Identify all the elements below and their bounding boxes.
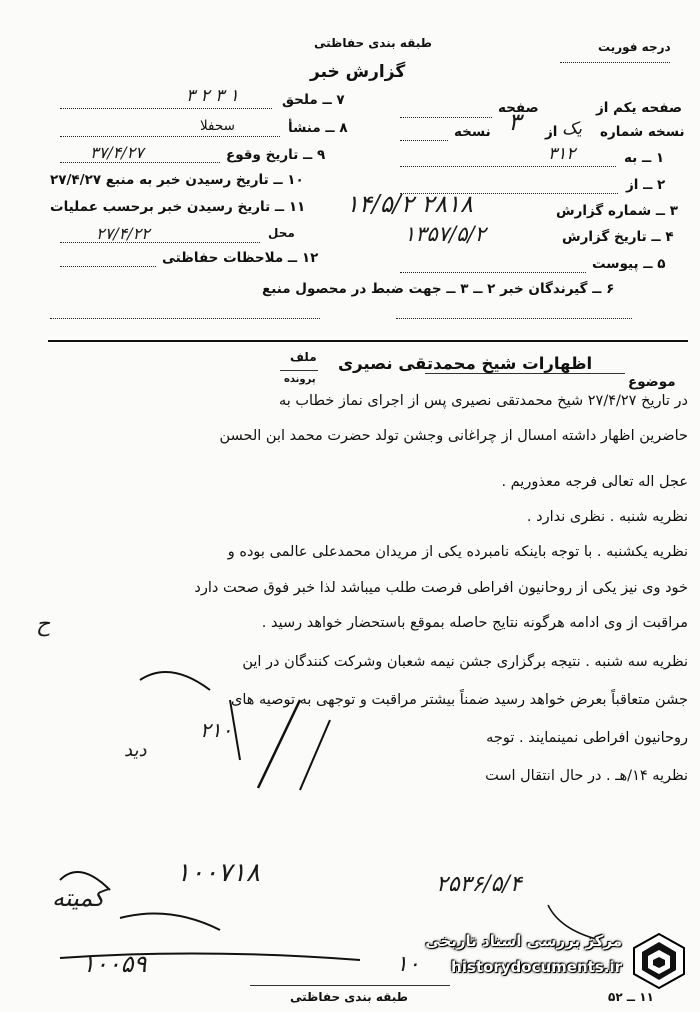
field-6-label: ۶ ــ گیرندگان خبر ۲ ــ ۳ ــ جهت ضبط در محصول منبع (262, 281, 615, 297)
body-line-4: نظریه شنبه . نظری ندارد . (526, 509, 688, 525)
field-12-label: ۱۲ ــ ملاحظات حفاظتی (162, 250, 319, 266)
field-7-label: ۷ ــ ملحق (282, 92, 345, 108)
subject-underline (425, 373, 625, 374)
place-value: ۲۷/۴/۲۲ (96, 224, 150, 243)
handwritten-bottom-code: ۱۰۰۷۱۸ (176, 858, 260, 888)
body-line-11: نظریه ۱۴/هـ . در حال انتقال است (485, 768, 688, 784)
body-line-8: نظریه سه شنبه . نتیجه برگزاری جشن نیمه شعبان وشرکت کنندگان در این (242, 654, 688, 670)
report-title: گزارش خبر (310, 62, 406, 82)
body-line-1: در تاریخ ۲۷/۴/۲۷ شیخ محمدتقی نصیری پس از اجرای نماز خطاب به (278, 393, 688, 409)
section-rule (48, 340, 688, 342)
field-1-label: ۱ ــ به (624, 150, 665, 166)
body-line-5: نظریه یکشنبه . با توجه باینکه نامبرده یکی از مریدان محمدعلی عالمی بوده و (227, 544, 688, 560)
field-2-label: ۲ ــ از (626, 177, 666, 193)
footer-rule (250, 985, 450, 986)
copy-from: از (545, 124, 558, 140)
subject-label: موضوع (628, 374, 676, 390)
field-9-label: ۹ ــ تاریخ وقوع (226, 147, 326, 163)
field-4-label: ۴ ــ تاریخ گزارش (562, 229, 674, 245)
copy-dots (400, 140, 448, 141)
field-8-value: سحفلا (200, 118, 235, 134)
priority-label: درجه فوریت (598, 40, 671, 54)
field-1-value: ۳۱۲ (548, 144, 576, 164)
field-9-dots (60, 162, 220, 163)
body-line-10: روحانیون افراطی نمینمایند . توجه (486, 730, 688, 746)
field-7-dots (60, 108, 272, 109)
handwritten-margin-mark: ح (36, 612, 51, 637)
handwritten-bottom-left-number: ۱۰۰۵۹ (82, 950, 147, 978)
priority-dots (560, 62, 670, 63)
page-suffix: صفحه (498, 100, 539, 116)
copy-label: نسخه شماره (600, 124, 685, 140)
place-dots (60, 242, 260, 243)
subject-margin-note-1: ملف (290, 350, 317, 364)
body-line-2: حاضرین اظهار داشته امسال از چراغانی وجشن تولد حضرت محمد ابن الحسن (219, 428, 688, 444)
watermark-site-url: historydocuments.ir (451, 958, 622, 976)
page-label: صفحه یکم از (596, 100, 682, 116)
subject-note-rule (280, 370, 318, 371)
page-dots (400, 117, 492, 118)
field-8-label: ۸ ــ منشأ (288, 120, 348, 136)
field-7-value: ۱ ۳ ۲ ۳ (186, 86, 239, 106)
copy-value: یک (562, 119, 582, 139)
handwritten-dots-note: دید (124, 740, 147, 761)
copy-suffix: نسخه (454, 124, 491, 140)
body-line-7: مراقبت از وی ادامه هرگونه نتایج حاصله بموقع باستحضار خواهد رسید . (261, 615, 688, 631)
field-8-dots (60, 136, 280, 137)
classification-top: طبقه بندی حفاظتی (314, 36, 432, 50)
field-3-label: ۳ ــ شماره گزارش (556, 203, 678, 219)
field-9-value: ۳۷/۴/۲۷ (90, 143, 144, 162)
field-1-dots (400, 166, 616, 167)
place-label: محل (268, 226, 295, 240)
copy-total: ۳ (508, 108, 521, 136)
watermark-org-name: مرکز بررسی اسناد تاریخی (425, 932, 622, 950)
field-5-dots (400, 272, 586, 273)
subject-value: اظهارات شیخ محمدتقی نصیری (338, 354, 593, 373)
field-11-label: ۱۱ ــ تاریخ رسیدن خبر برحسب عملیات (50, 199, 306, 215)
archive-logo-icon (628, 930, 690, 992)
field-10-label: ۱۰ ــ تاریخ رسیدن خبر به منبع ۲۷/۴/۲۷ (50, 172, 304, 188)
subject-margin-note-2: پرونده (284, 374, 316, 385)
form-code: ۱۱ ــ ۵۲ (608, 990, 654, 1004)
spare-dots-right (396, 318, 632, 319)
body-line-3: عجل اله تعالی فرجه معذوریم . (501, 474, 688, 490)
body-line-9: جشن متعاقباً بعرض خواهد رسید ضمناً بیشتر مراقبت و توجهی به توصیه های (231, 692, 688, 708)
field-3-value: ۲۸۱۸ ۱۴/۵/۲ (346, 190, 473, 218)
spare-dots-left (50, 318, 320, 319)
watermark (424, 928, 692, 994)
field-4-value: ۱۳۵۷/۵/۲ (404, 222, 486, 246)
handwritten-bottom-left-signature: کمیته (52, 884, 105, 912)
handwritten-bottom-center-number: ۱۰ (396, 952, 420, 977)
classification-bottom: طبقه بندی حفاظتی (290, 990, 408, 1004)
field-12-dots (60, 266, 156, 267)
handwritten-bottom-date: ۲۵۳۶/۵/۴ (436, 872, 522, 897)
field-5-label: ۵ ــ پیوست (592, 256, 666, 272)
body-line-6: خود وی نیز یکی از روحانیون افراطی فرصت طلب میباشد لذا خبر فوق صحت دارد (194, 580, 688, 596)
handwritten-210: ۲۱۰ (200, 718, 233, 742)
